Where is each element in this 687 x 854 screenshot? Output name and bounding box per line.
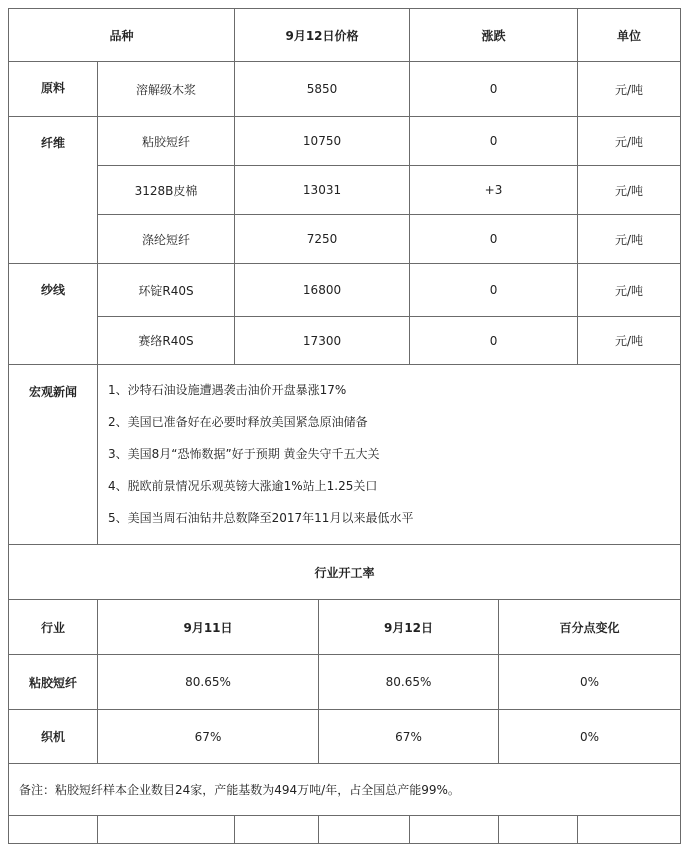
empty-cell — [98, 816, 235, 844]
product-change: +3 — [410, 166, 578, 215]
operating-rate-title: 行业开工率 — [9, 545, 681, 600]
header-unit: 单位 — [578, 9, 681, 62]
empty-cell — [499, 816, 578, 844]
header-price: 9月12日价格 — [235, 9, 410, 62]
note-row — [9, 764, 681, 816]
product-name: 溶解级木浆 — [98, 62, 235, 117]
header-change: 涨跌 — [410, 9, 578, 62]
product-name: 涤纶短纤 — [98, 215, 235, 264]
rate-date2: 67% — [319, 710, 499, 764]
table-row — [9, 117, 681, 166]
empty-cell — [235, 816, 319, 844]
category-raw-material: 原料 — [9, 62, 98, 117]
product-name: 环锭R40S — [98, 264, 235, 317]
rate-date1: 80.65% — [98, 655, 319, 710]
product-unit: 元/吨 — [578, 317, 681, 365]
empty-row — [9, 816, 681, 844]
operating-rate-header-row — [9, 600, 681, 655]
table-row — [9, 62, 681, 117]
product-price: 7250 — [235, 215, 410, 264]
empty-cell — [9, 816, 98, 844]
category-fiber: 纤维 — [9, 117, 98, 264]
product-unit: 元/吨 — [578, 264, 681, 317]
rate-change: 0% — [499, 655, 681, 710]
news-item: 2、美国已准备好在必要时释放美国紧急原油储备 — [108, 415, 368, 429]
product-price: 5850 — [235, 62, 410, 117]
table-row — [9, 264, 681, 317]
rate-change: 0% — [499, 710, 681, 764]
table-row — [9, 655, 681, 710]
category-yarn: 纱线 — [9, 264, 98, 365]
product-unit: 元/吨 — [578, 215, 681, 264]
news-item: 1、沙特石油设施遭遇袭击油价开盘暴涨17% — [108, 383, 347, 397]
product-change: 0 — [410, 317, 578, 365]
news-item: 5、美国当周石油钻井总数降至2017年11月以来最低水平 — [108, 511, 414, 525]
market-report-table — [8, 8, 681, 844]
product-change: 0 — [410, 215, 578, 264]
operating-rate-title-row — [9, 545, 681, 600]
table-row — [9, 215, 681, 264]
product-name: 3128B皮棉 — [98, 166, 235, 215]
product-price: 16800 — [235, 264, 410, 317]
product-name: 粘胶短纤 — [98, 117, 235, 166]
rate-date2: 80.65% — [319, 655, 499, 710]
product-price: 10750 — [235, 117, 410, 166]
table-row — [9, 317, 681, 365]
product-name: 赛络R40S — [98, 317, 235, 365]
empty-cell — [410, 816, 499, 844]
product-unit: 元/吨 — [578, 62, 681, 117]
header-point-change: 百分点变化 — [499, 600, 681, 655]
news-list — [98, 365, 680, 540]
table-row — [9, 710, 681, 764]
news-item: 3、美国8月“恐怖数据”好于预期 黄金失守千五大关 — [108, 447, 380, 461]
footnote: 备注：粘胶短纤样本企业数目24家，产能基数为494万吨/年，占全国总产能99%。 — [9, 764, 681, 816]
empty-cell — [319, 816, 410, 844]
rate-date1: 67% — [98, 710, 319, 764]
news-item: 4、脱欧前景情况乐观英镑大涨逾1%站上1.25关口 — [108, 479, 378, 493]
macro-news-row — [9, 365, 681, 545]
header-industry: 行业 — [9, 600, 98, 655]
product-price: 13031 — [235, 166, 410, 215]
macro-news-label: 宏观新闻 — [9, 365, 98, 545]
product-change: 0 — [410, 62, 578, 117]
product-change: 0 — [410, 117, 578, 166]
header-date2: 9月12日 — [319, 600, 499, 655]
empty-cell — [578, 816, 681, 844]
product-price: 17300 — [235, 317, 410, 365]
product-unit: 元/吨 — [578, 166, 681, 215]
price-header-row — [9, 9, 681, 62]
table-row — [9, 166, 681, 215]
industry-name: 粘胶短纤 — [9, 655, 98, 710]
product-change: 0 — [410, 264, 578, 317]
header-variety: 品种 — [9, 9, 235, 62]
macro-news-content — [98, 365, 681, 545]
product-unit: 元/吨 — [578, 117, 681, 166]
industry-name: 织机 — [9, 710, 98, 764]
header-date1: 9月11日 — [98, 600, 319, 655]
